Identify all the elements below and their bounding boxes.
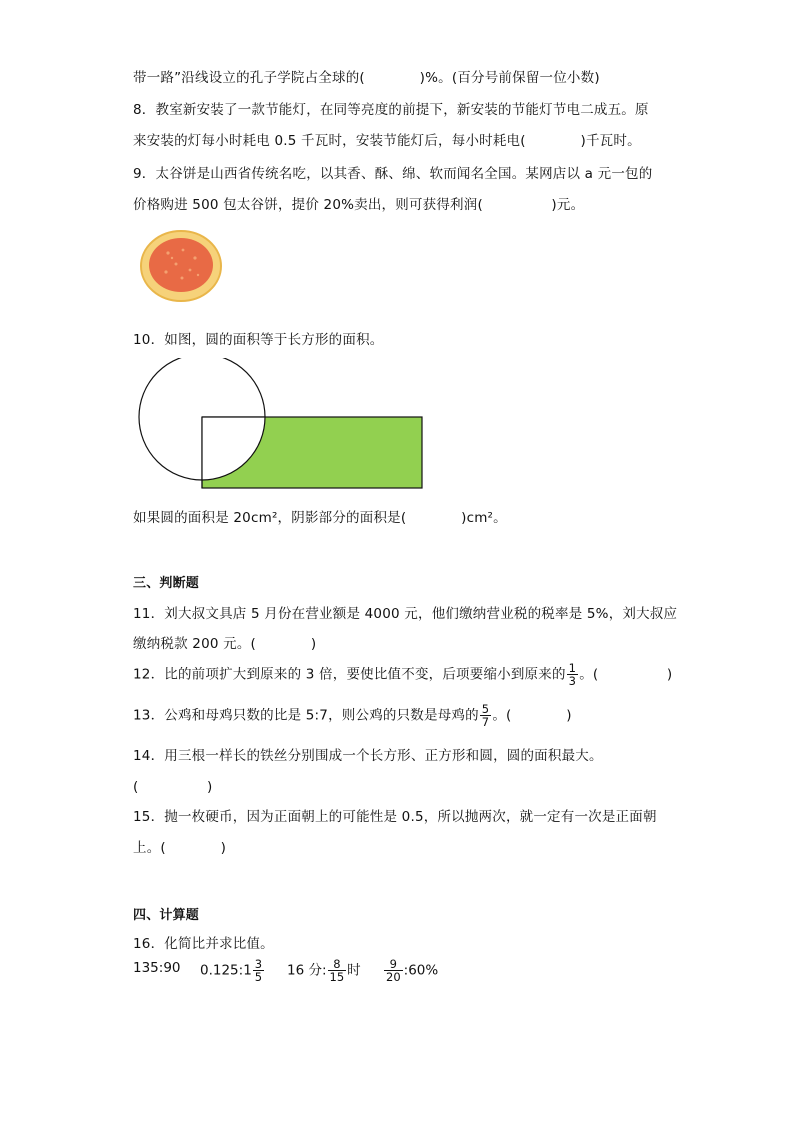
q9-text-line1: 9．太谷饼是山西省传统名吃，以其香、酥、绵、软而闻名全国。某网店以 a 元一包的 — [133, 166, 653, 182]
q13-text — [133, 703, 572, 728]
q13-fraction — [480, 703, 492, 728]
q16-expr-1: 135:90 — [133, 960, 181, 976]
q10-question: 如果圆的面积是 20cm²，阴影部分的面积是( )cm²。 — [133, 510, 507, 526]
q16-expr-2-den: 5 — [254, 970, 263, 984]
q11-text-line1: 11．刘大叔文具店 5 月份在营业额是 4000 元，他们缴纳营业税的税率是 5%，刘大叔应 — [133, 606, 678, 622]
q14-text-line2: ( ) — [133, 779, 213, 795]
q16-expr-3 — [287, 958, 361, 983]
q15-text-line1: 15．抛一枚硬币，因为正面朝上的可能性是 0.5，所以抛两次，就一定有一次是正面朝 — [133, 809, 657, 825]
q16-expr-4-num: 9 — [389, 957, 397, 971]
q8-text-line2: 来安装的灯每小时耗电 0.5 千瓦时，安装节能灯后，每小时耗电( )千瓦时。 — [133, 133, 641, 149]
q12-after: 。( ) — [579, 666, 673, 683]
q13-before: 13．公鸡和母鸡只数的比是 5:7，则公鸡的只数是母鸡的 — [133, 707, 479, 724]
q12-fraction — [567, 662, 579, 687]
section3-heading: 三、判断题 — [133, 576, 200, 591]
q16-expr-4-fraction — [384, 958, 403, 983]
q12-frac-num: 1 — [568, 661, 577, 675]
q10-text: 10．如图，圆的面积等于长方形的面积。 — [133, 332, 384, 348]
circle-rectangle-figure — [135, 358, 427, 492]
q16-expr-2 — [200, 958, 265, 983]
q13-after: 。( ) — [492, 707, 572, 724]
q16-expr-4-post: :60% — [403, 962, 439, 979]
q16-expr-3-post: 时 — [347, 962, 361, 979]
q12-frac-den: 3 — [568, 674, 577, 688]
q16-expr-3-fraction — [328, 958, 347, 983]
q8-text-line1: 8．教室新安装了一款节能灯，在同等亮度的前提下，新安装的节能灯节电二成五。原 — [133, 102, 649, 118]
q16-expr-3-den: 15 — [329, 970, 345, 984]
q15-text-line2: 上。( ) — [133, 840, 227, 856]
q16-expr-4-den: 20 — [386, 970, 401, 984]
q16-expr-3-pre: 16 分: — [287, 962, 327, 979]
q16-text: 16．化简比并求比值。 — [133, 936, 274, 952]
q16-expr-4 — [383, 958, 438, 983]
q16-expr-3-num: 8 — [333, 957, 341, 971]
q12-before: 12．比的前项扩大到原来的 3 倍，要使比值不变，后项要缩小到原来的 — [133, 666, 566, 683]
section4-heading: 四、计算题 — [133, 908, 200, 923]
q7-text: 带一路”沿线设立的孔子学院占全球的( )%。(百分号前保留一位小数) — [133, 70, 600, 86]
q16-expr-2-num: 3 — [254, 957, 263, 971]
q16-expr-2-fraction — [253, 958, 264, 983]
q13-frac-den: 7 — [481, 715, 490, 729]
q9-text-line2: 价格购进 500 包太谷饼，提价 20%卖出，则可获得利润( )元。 — [133, 197, 585, 213]
q13-frac-num: 5 — [481, 702, 490, 716]
taigu-cake-image — [138, 228, 224, 304]
q11-text-line2: 缴纳税款 200 元。( ) — [133, 636, 317, 652]
q12-text — [133, 662, 672, 687]
q14-text-line1: 14．用三根一样长的铁丝分别围成一个长方形、正方形和圆，圆的面积最大。 — [133, 748, 603, 764]
q16-expr-2-pre: 0.125:1 — [200, 962, 252, 979]
